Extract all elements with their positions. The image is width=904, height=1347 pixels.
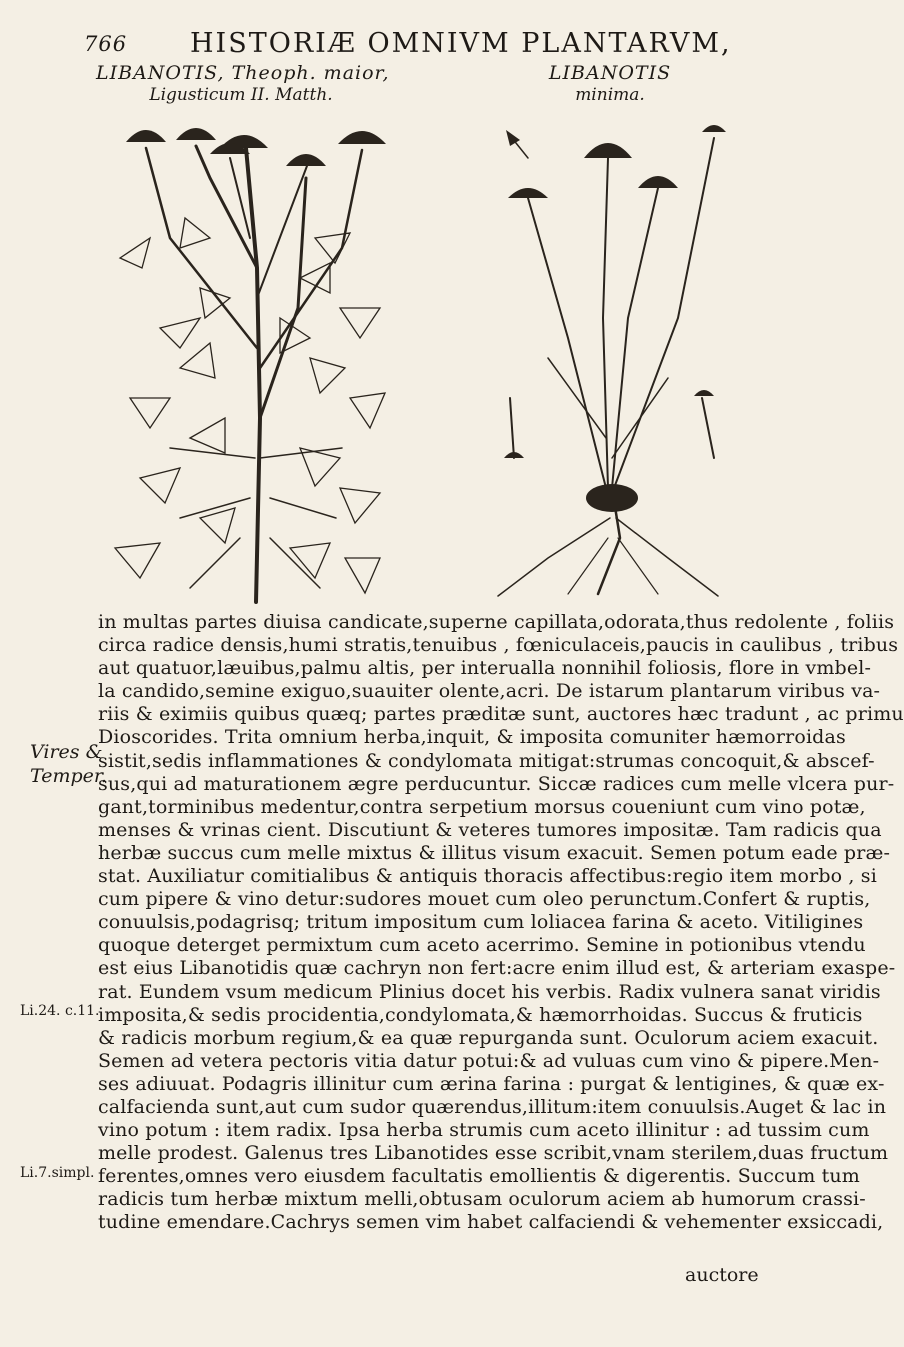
text-line: radicis tum herbæ mixtum melli,obtusam oculorum aciem ab humorum crassi-	[98, 1188, 866, 1211]
margin-note-pliny-reference: Li.24. c.11.	[20, 1003, 100, 1019]
text-line: stat. Auxiliatur comitialibus & antiquis thoracis affectibus:regio item morbo , si	[98, 865, 877, 888]
page-number: 766	[84, 32, 128, 56]
text-line: riis & eximiis quibus quæq; partes præditæ sunt, auctores hæc tradunt , ac primu	[98, 703, 904, 726]
margin-note-temper: Temper.	[30, 765, 107, 787]
text-line: ferentes,omnes vero eiusdem facultatis emollientis & digerentis. Succum tum	[98, 1165, 860, 1188]
text-line: & radicis morbum regium,& ea quæ repurganda sunt. Oculorum aciem exacuit.	[98, 1026, 879, 1049]
margin-note-galen-reference: Li.7.simpl.	[20, 1165, 95, 1181]
woodcut-libanotis-maior	[110, 118, 392, 602]
catchword: auctore	[685, 1264, 759, 1286]
text-line: tudine emendare.Cachrys semen vim habet calfaciendi & vehementer exsiccadi,	[98, 1211, 884, 1234]
text-line: sus,qui ad maturationem ægre perducuntur. Siccæ radices cum melle vlcera pur-	[98, 772, 895, 795]
text-line: Dioscorides. Trita omnium herba,inquit, & imposita comuniter hæmorroidas	[98, 726, 846, 749]
page-header	[0, 28, 800, 58]
text-line: in multas partes diuisa candicate,superne capillata,odorata,thus redolente , foliis	[98, 611, 895, 633]
body-text	[98, 611, 904, 1235]
text-line: est eius Libanotidis quæ cachryn non fert:acre enim illud est, & arteriam exaspe-	[98, 957, 896, 980]
caption-libanotis-minima	[512, 62, 708, 106]
caption-right-title: LIBANOTIS	[548, 62, 672, 84]
caption-right-subtitle: minima.	[575, 85, 645, 105]
text-line: rat. Eundem vsum medicum Plinius docet his verbis. Radix vulnera sanat viridis	[98, 980, 881, 1003]
text-line: cum pipere & vino detur:sudores mouet cum oleo perunctum.Confert & ruptis,	[98, 888, 871, 911]
text-line: herbæ succus cum melle mixtus & illitus visum exacuit. Semen potum eade præ-	[98, 841, 891, 864]
caption-left-title: LIBANOTIS, Theoph. maior,	[96, 62, 390, 84]
text-line: gant,torminibus medentur,contra serpetium morsus coueniunt cum vino potæ,	[98, 795, 866, 818]
text-line: melle prodest. Galenus tres Libanotides esse scribit,vnam sterilem,duas fructum	[98, 1142, 889, 1165]
text-line: menses & vrinas cient. Discutiunt & veteres tumores impositæ. Tam radicis qua	[98, 818, 882, 841]
text-line: imposita,& sedis procidentia,condylomata,& hæmorrhoidas. Succus & fruticis	[98, 1003, 863, 1026]
text-line: vino potum : item radix. Ipsa herba strumis cum aceto illinitur : ad tussim cum	[98, 1119, 870, 1142]
margin-note-vires: Vires &	[30, 741, 103, 763]
text-line: la candido,semine exiguo,suauiter olente,acri. De istarum plantarum viribus va-	[98, 680, 881, 703]
caption-libanotis-maior	[96, 62, 390, 106]
text-line: aut quatuor,læuibus,palmu altis, per interualla nonnihil foliosis, flore in vmbel-	[98, 657, 872, 680]
text-line: sistit,sedis inflammationes & condylomata mitigat:strumas concoquit,& abscef-	[98, 749, 875, 772]
text-line: calfacienda sunt,aut cum sudor quærendus,illitum:item conuulsis.Auget & lac in	[98, 1095, 887, 1118]
text-line: circa radice densis,humi stratis,tenuibus , fœniculaceis,paucis in caulibus , tribus	[98, 634, 899, 657]
text-line: ses adiuuat. Podagris illinitur cum ærina farina : purgat & lentigines, & quæ ex-	[98, 1072, 885, 1095]
text-line: Semen ad vetera pectoris vitia datur potui:& ad vuluas cum vino & pipere.Men-	[98, 1049, 880, 1072]
caption-left-subtitle: Ligusticum II. Matth.	[149, 85, 333, 105]
running-title: HISTORIÆ OMNIVM PLANTARVM,	[190, 28, 732, 59]
text-line: conuulsis,podagrisq; tritum impositum cum loliacea farina & aceto. Vitiligines	[98, 911, 864, 934]
text-line: quoque deterget permixtum cum aceto acerrimo. Semine in potionibus vtendu	[98, 934, 866, 957]
woodcut-libanotis-minima	[488, 118, 736, 600]
